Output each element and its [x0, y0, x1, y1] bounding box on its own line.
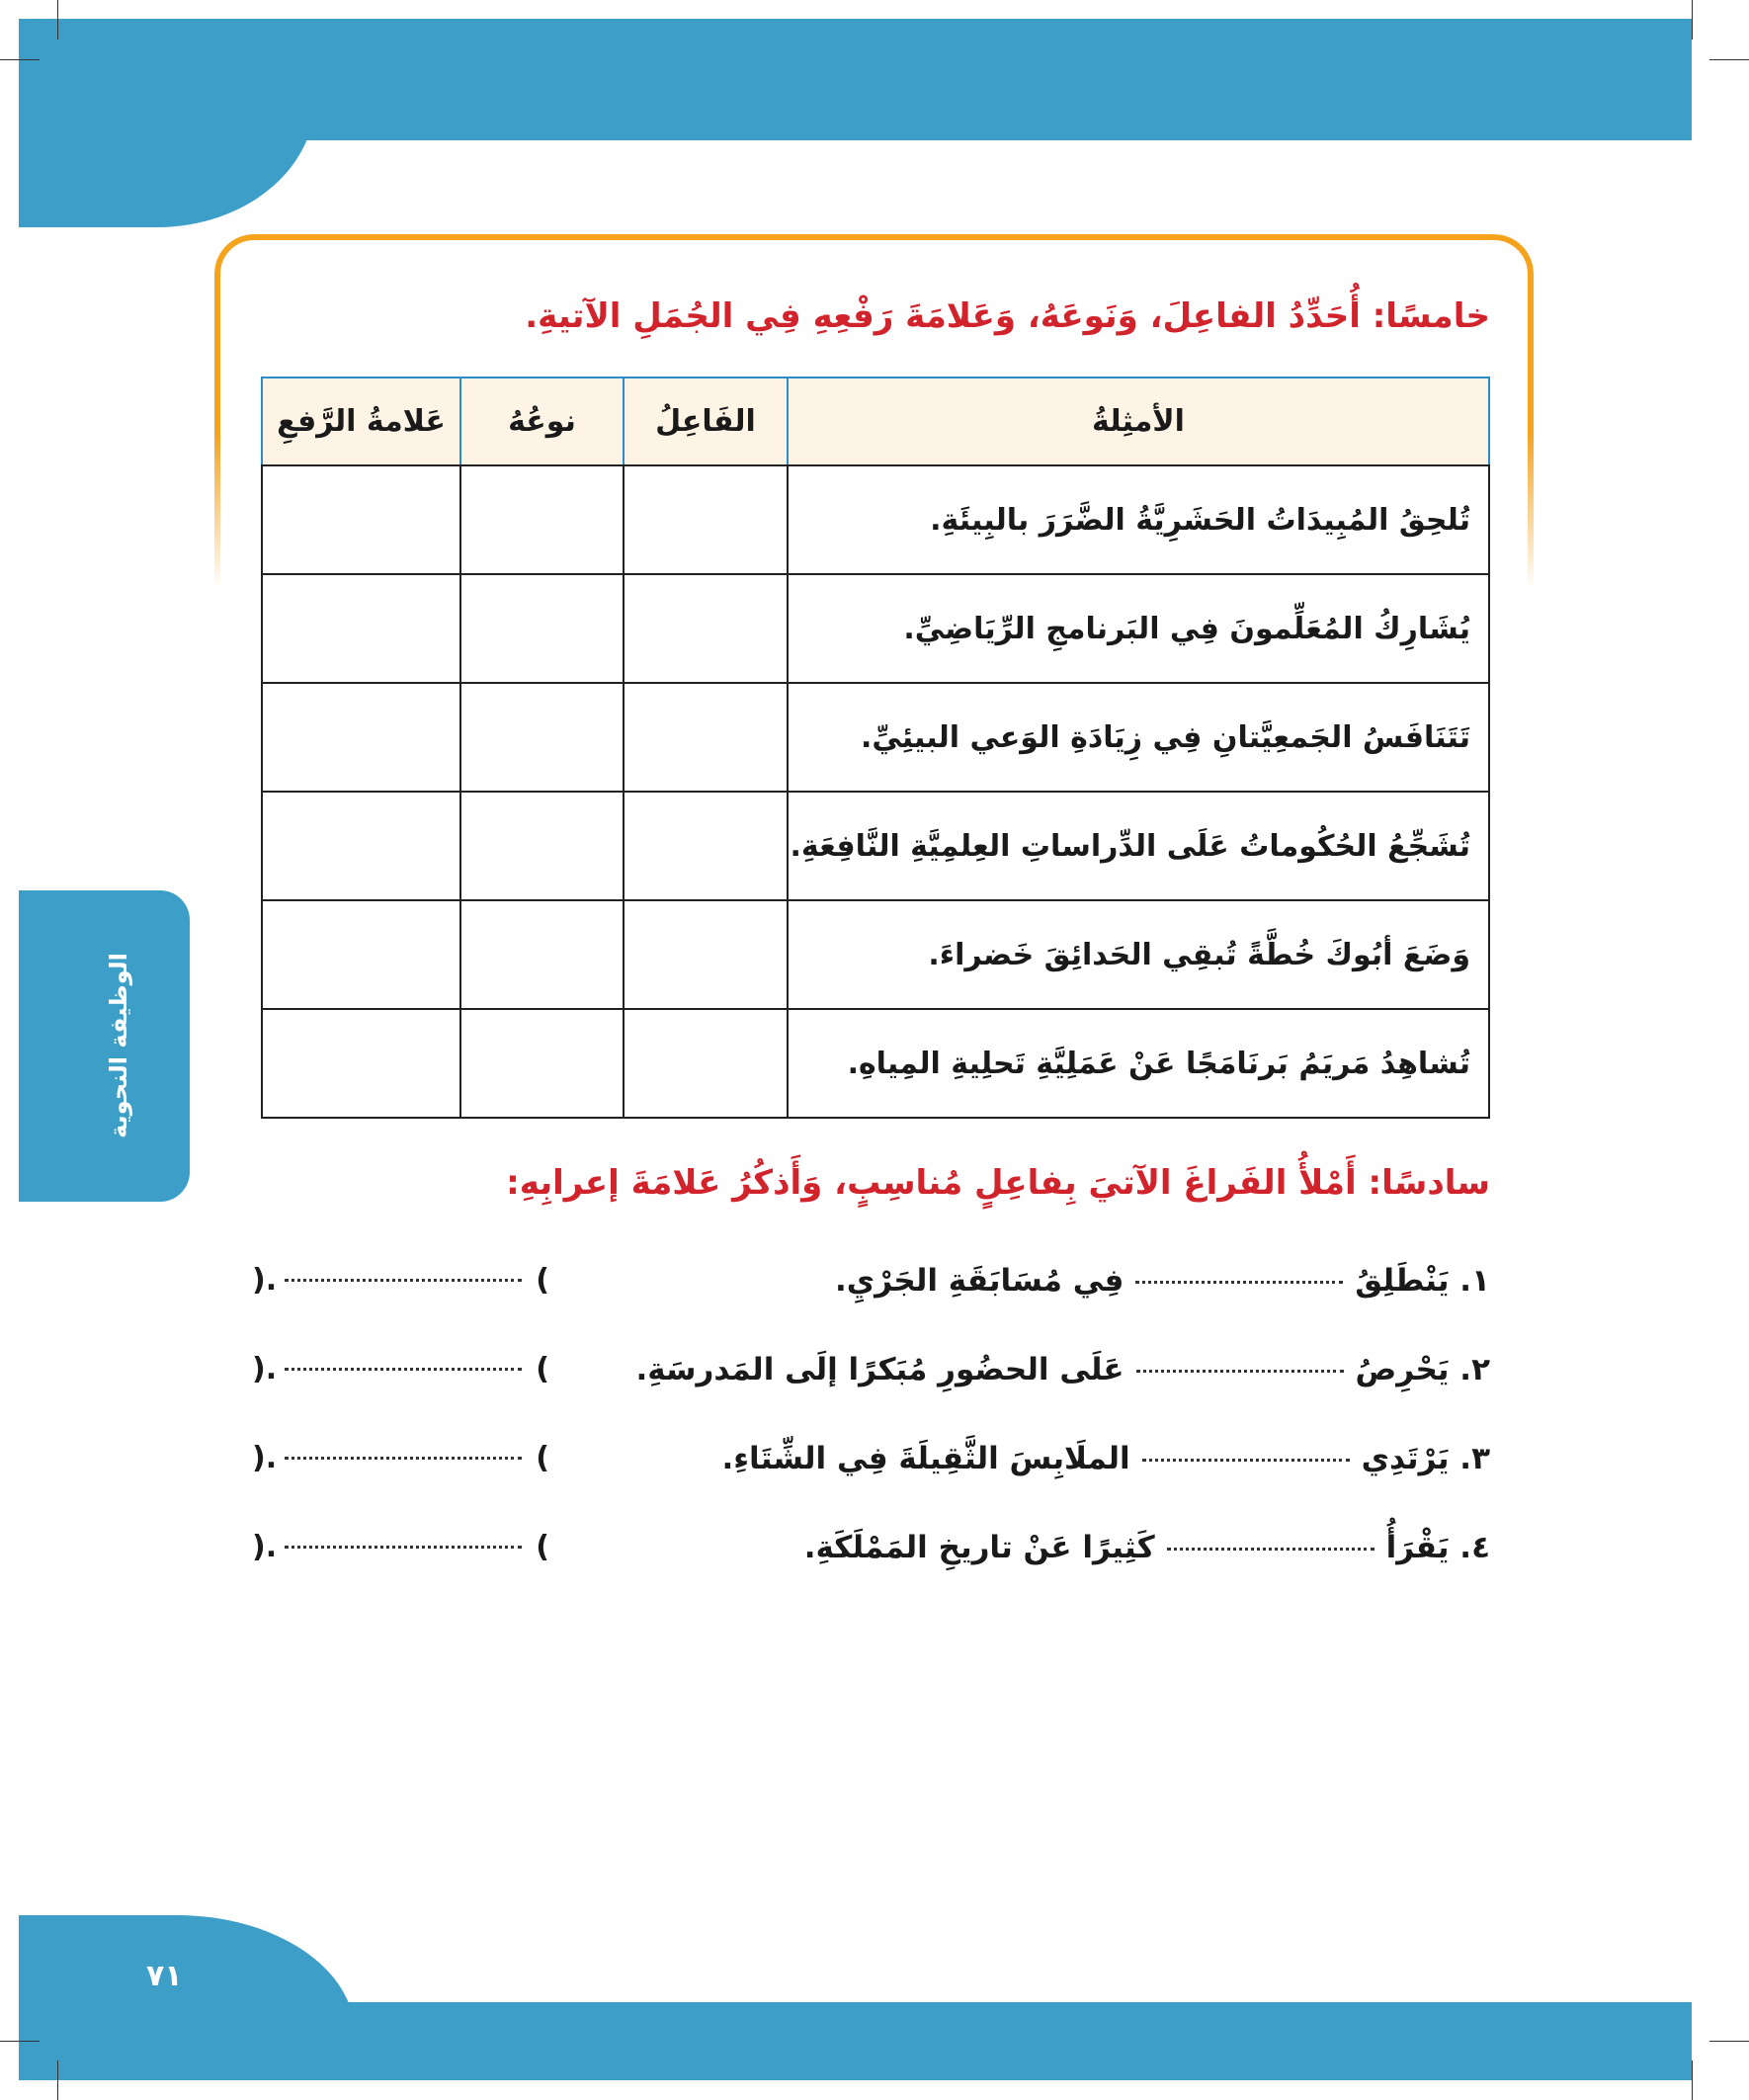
item-number: ٤. — [1459, 1530, 1490, 1565]
type-cell[interactable] — [460, 1009, 624, 1118]
item-rest: عَلَى الحضُورِ مُبَكرًا إلَى المَدرسَةِ. — [635, 1352, 1124, 1387]
type-cell[interactable] — [460, 792, 624, 900]
case-marker-cell[interactable] — [262, 900, 460, 1009]
subject-cell[interactable] — [624, 465, 788, 574]
item-rest: الملَابِسَ الثَّقِيلَةَ فِي الشِّتَاءِ. — [721, 1441, 1130, 1476]
page-number: ٧١ — [146, 1959, 183, 1993]
close-paren: ). — [252, 1263, 278, 1298]
table-row — [262, 465, 1489, 574]
item-number: ٢. — [1459, 1352, 1490, 1387]
side-tab-label: الوظيفة النحوية — [105, 953, 132, 1138]
type-cell[interactable] — [460, 465, 624, 574]
fill-item — [635, 1352, 1490, 1387]
table-row — [262, 900, 1489, 1009]
exercise5-title: خامسًا: أُحَدِّدُ الفاعِلَ، وَنَوعَهُ، وَعَلامَةَ رَفْعِهِ فِي الجُمَلِ الآتيةِ. — [525, 296, 1490, 336]
fill-item — [721, 1441, 1490, 1476]
case-marker-cell[interactable] — [262, 683, 460, 792]
example-sentence: تُلحِقُ المُبِيدَاتُ الحَشَرِيَّةُ الضَّرَرَ بالبِيئَةِ. — [788, 465, 1489, 574]
table-row — [262, 574, 1489, 683]
subject-cell[interactable] — [624, 1009, 788, 1118]
case-marker-cell[interactable] — [262, 465, 460, 574]
item-rest: فِي مُسَابَقَةِ الجَرْيِ. — [834, 1263, 1124, 1299]
blank-field[interactable] — [1136, 1370, 1344, 1373]
case-marker-cell[interactable] — [262, 792, 460, 900]
table-header-row — [262, 378, 1489, 465]
crop-mark — [0, 2041, 40, 2042]
type-cell[interactable] — [460, 900, 624, 1009]
blank-field[interactable] — [1167, 1548, 1374, 1551]
fill-item — [804, 1530, 1490, 1565]
header-examples: الأمثِلةُ — [788, 378, 1489, 465]
item-verb: يَرْتَدِي — [1361, 1441, 1450, 1476]
example-sentence: تُشاهِدُ مَريَمُ بَرنَامَجًا عَنْ عَمَلِيَّةِ تَحلِيةِ المِياهِ. — [788, 1009, 1489, 1118]
header-type: نوعُهُ — [460, 378, 624, 465]
item-rest: كَثِيرًا عَنْ تاريخِ المَمْلَكَةِ. — [803, 1530, 1155, 1565]
answer-blank[interactable] — [252, 1530, 549, 1564]
subject-cell[interactable] — [624, 900, 788, 1009]
example-sentence: وَضَعَ أبُوكَ خُطَّةً تُبقِي الحَدائِقَ خَضراءَ. — [788, 900, 1489, 1009]
subject-cell[interactable] — [624, 792, 788, 900]
case-marker-cell[interactable] — [262, 574, 460, 683]
crop-mark — [1709, 2041, 1749, 2042]
open-paren: ( — [536, 1263, 549, 1298]
open-paren: ( — [536, 1530, 549, 1564]
type-cell[interactable] — [460, 574, 624, 683]
open-paren: ( — [536, 1352, 549, 1386]
example-sentence: يُشَارِكُ المُعَلِّمونَ فِي البَرنامجِ الرِّيَاضِيِّ. — [788, 574, 1489, 683]
close-paren: ). — [252, 1352, 278, 1386]
header-case-marker: عَلامةُ الرَّفعِ — [262, 378, 460, 465]
subject-cell[interactable] — [624, 683, 788, 792]
subject-cell[interactable] — [624, 574, 788, 683]
close-paren: ). — [252, 1441, 278, 1475]
table-row — [262, 683, 1489, 792]
close-paren: ). — [252, 1530, 278, 1564]
crop-mark — [0, 59, 40, 60]
crop-mark — [1692, 0, 1693, 40]
exercise6-title: سادسًا: أَمْلأُ الفَراغَ الآتيَ بِفاعِلٍ مُناسِبٍ، وَأَذكُرُ عَلامَةَ إعرابِهِ: — [506, 1163, 1490, 1203]
answer-blank[interactable] — [252, 1263, 549, 1298]
answer-blank[interactable] — [252, 1352, 549, 1386]
crop-mark — [57, 2060, 58, 2100]
example-sentence: تَتَنَافَسُ الجَمعِيَّتانِ فِي زِيَادَةِ الوَعي البيئِيِّ. — [788, 683, 1489, 792]
item-verb: يَقْرَأُ — [1385, 1530, 1450, 1565]
crop-mark — [1692, 2060, 1693, 2100]
type-cell[interactable] — [460, 683, 624, 792]
item-verb: يَنْطَلِقُ — [1355, 1263, 1450, 1299]
table-row — [262, 1009, 1489, 1118]
fill-item — [835, 1263, 1490, 1299]
crop-mark — [1709, 59, 1749, 60]
bottom-banner — [19, 2002, 1692, 2080]
top-banner-tab — [19, 99, 315, 227]
item-verb: يَحْرِصُ — [1355, 1352, 1450, 1387]
item-number: ٣. — [1459, 1441, 1490, 1476]
blank-field[interactable] — [1135, 1281, 1343, 1284]
exercise5-table — [261, 377, 1490, 1119]
example-sentence: تُشَجِّعُ الحُكُوماتُ عَلَى الدِّراساتِ العِلمِيَّةِ النَّافِعَةِ. — [788, 792, 1489, 900]
header-subject: الفَاعِلُ — [624, 378, 788, 465]
case-marker-cell[interactable] — [262, 1009, 460, 1118]
answer-blank[interactable] — [252, 1441, 549, 1475]
crop-mark — [57, 0, 58, 40]
open-paren: ( — [536, 1441, 549, 1475]
item-number: ١. — [1459, 1263, 1490, 1299]
table-row — [262, 792, 1489, 900]
blank-field[interactable] — [1142, 1459, 1350, 1462]
